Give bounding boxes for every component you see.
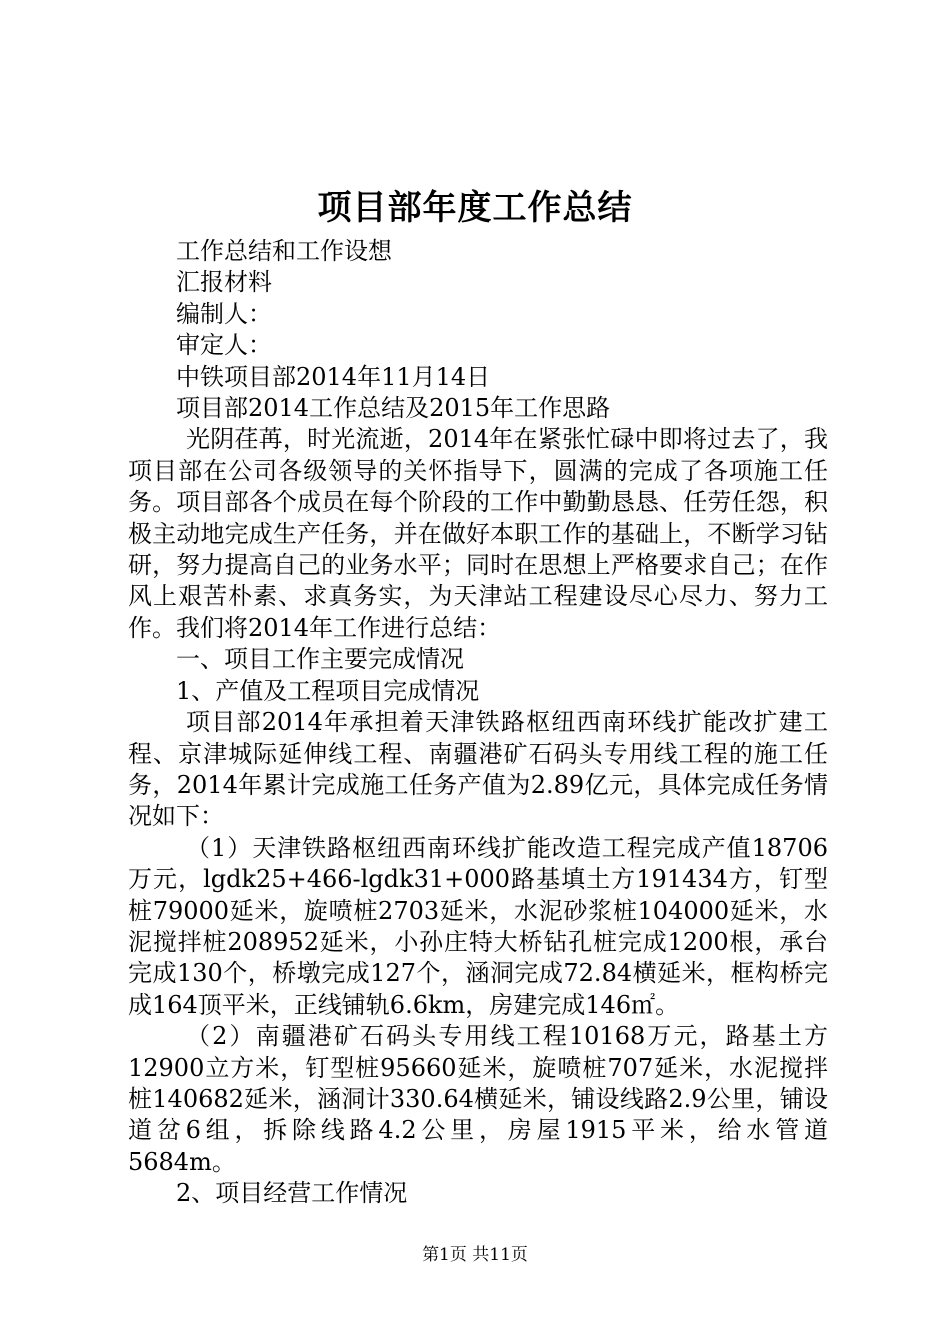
paragraph-report-type: 汇报材料 (176, 268, 272, 297)
paragraph-item-2: （2）南疆港矿石码头专用线工程10168万元，路基土方12900立方米，钉型桩95660延米，旋喷桩707延米，水泥搅拌桩140682延米，涵洞计330.64横延米，铺设线路2.9公里，铺设道岔6组，拆除线路4.2公里，房屋1915平米，给水管道5684m。 (128, 1022, 828, 1176)
document-title: 项目部年度工作总结 (317, 188, 633, 228)
page-footer: 第1页 共11页 (422, 1245, 528, 1265)
paragraph-author: 编制人： (176, 299, 272, 328)
paragraph-reviewer: 审定人： (176, 331, 272, 360)
paragraph-subtitle: 工作总结和工作设想 (176, 237, 392, 265)
paragraph-intro: 光阴荏苒，时光流逝，2014年在紧张忙碌中即将过去了，我项目部在公司各级领导的关怀指导下，圆满的完成了各项施工任务。项目部各个成员在每个阶段的工作中勤勤恳恳、任劳任怨，积极主动地完成生产任务，并在做好本职工作的基础上，不断学习钻研，努力提高自己的业务水平；同时在思想上严格要求自己；在作风上艰苦朴素、求真务实，为天津站工程建设尽心尽力、努力工作。我们将2014年工作进行总结： (128, 425, 828, 642)
subsection-heading-2: 2、项目经营工作情况 (176, 1179, 408, 1208)
paragraph-date: 中铁项目部2014年11月14日 (176, 362, 491, 391)
paragraph-heading: 项目部2014工作总结及2015年工作思路 (176, 394, 611, 423)
paragraph-item-1: （1）天津铁路枢纽西南环线扩能改造工程完成产值18706万元，lgdk25+466-lgdk31+000路基填土方191434方，钉型桩79000延米，旋喷桩2703延米，水泥砂浆桩104000延米，水泥搅拌桩208952延米，小孙庄特大桥钻孔桩完成1200根，承台完成130个，桥墩完成127个，涵洞完成72.84横延米，框构桥完成164顶平米，正线铺轨6.6km，房建完成146㎡。 (128, 833, 828, 1019)
document-body (128, 236, 828, 1210)
paragraph-output-summary: 项目部2014年承担着天津铁路枢纽西南环线扩能改扩建工程、京津城际延伸线工程、南疆港矿石码头专用线工程的施工任务，2014年累计完成施工任务产值为2.89亿元，具体完成任务情况如下： (128, 708, 828, 831)
section-heading-1: 一、项目工作主要完成情况 (176, 645, 464, 674)
subsection-heading-1: 1、产值及工程项目完成情况 (176, 676, 480, 705)
